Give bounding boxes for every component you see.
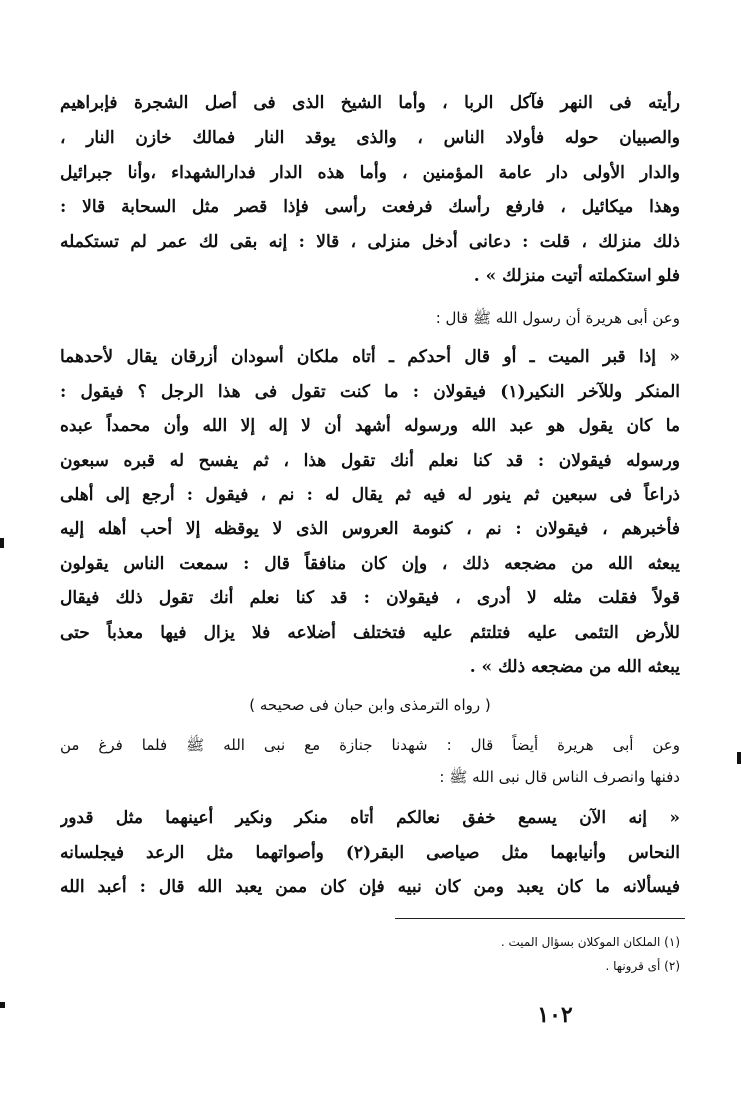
body-line-5: ذلك منزلك ، قلت : دعانى أدخل منزلى ، قالا : إنه بقى لك عمر لم تستكمله [60,232,680,252]
hadith-line-3: ما كان يقول هو عبد الله ورسوله أشهد أن لا إله إلا الله وأن محمداً عبده [60,416,680,436]
citation: ( رواه الترمذى وابن حبان فى صحيحه ) [249,696,491,714]
body-line-3: والدار الأولى دار عامة المؤمنين ، وأما هذه الدار فدارالشهداء ،وأنا جبرائيل [60,163,680,183]
hadith-line-8: قولاً فقلت مثله لا أدرى ، فيقولان : قد كنا نعلم أنك تقول ذلك فيقال [60,588,680,608]
footnote-2: (٢) أى قرونها . [605,959,680,973]
hadith-line-2: المنكر وللآخر النكير(١) فيقولان : ما كنت تقول فى هذا الرجل ؟ فيقول : [60,382,680,402]
hadith-line-10: يبعثه الله من مضجعه ذلك » . [469,657,680,677]
body-line-2: والصبيان حوله فأولاد الناس ، والذى يوقد النار فمالك خازن النار ، [60,128,680,148]
scan-mark-right-1 [737,752,741,764]
hadith2-line-3: فيسألانه ما كان يعبد ومن كان نبيه فإن كان ممن يعبد الله قال : أعبد الله [60,877,680,897]
narration-intro-1: وعن أبى هريرة أن رسول الله ﷺ قال : [435,309,680,327]
hadith-line-5: ذراعاً فى سبعين ثم ينور له فيه ثم يقال له : نم ، فيقول : أرجع إلى أهلى [60,485,680,505]
hadith-line-7: يبعثه الله من مضجعه ذلك ، وإن كان منافقاً قال : سمعت الناس يقولون [60,554,680,574]
footnote-1: (١) الملكان الموكلان بسؤال الميت . [500,935,680,949]
narration-intro-2a: وعن أبى هريرة أيضاً قال : شهدنا جنازة مع نبى الله ﷺ فلما فرغ من [60,736,680,754]
body-line-4: وهذا ميكائيل ، فارفع رأسك فرفعت رأسى فإذا قصر مثل السحابة قالا : [60,197,680,217]
page-number: ١٠٢ [537,1002,573,1028]
hadith-line-9: للأرض التئمى عليه فتلتئم عليه فتختلف أضلاعه فلا يزال فيها معذباً حتى [60,623,680,643]
body-line-6: فلو استكملته أتيت منزلك » . [473,266,680,286]
footnote-divider [395,918,685,919]
hadith2-line-1: « إنه الآن يسمع خفق نعالكم أتاه منكر ونكير أعينهما مثل قدور [60,808,680,828]
hadith-line-1: « إذا قبر الميت ـ أو قال أحدكم ـ أتاه ملكان أسودان أزرقان يقال لأحدهما [60,347,680,367]
body-line-1: رأيته فى النهر فآكل الربا ، وأما الشيخ الذى فى أصل الشجرة فإبراهيم [60,93,680,113]
scan-mark-left-2 [0,1002,5,1008]
narration-intro-2b: دفنها وانصرف الناس قال نبى الله ﷺ : [439,768,680,786]
scan-mark-left-1 [0,538,4,548]
hadith2-line-2: النحاس وأنيابهما مثل صياصى البقر(٢) وأصواتهما مثل الرعد فيجلسانه [60,843,680,863]
hadith-line-6: فأخبرهم ، فيقولان : نم ، كنومة العروس الذى لا يوقظه إلا أحب أهله إليه [60,519,680,539]
hadith-line-4: ورسوله فيقولان : قد كنا نعلم أنك تقول هذا ، ثم يفسح له قبره سبعون [60,451,680,471]
